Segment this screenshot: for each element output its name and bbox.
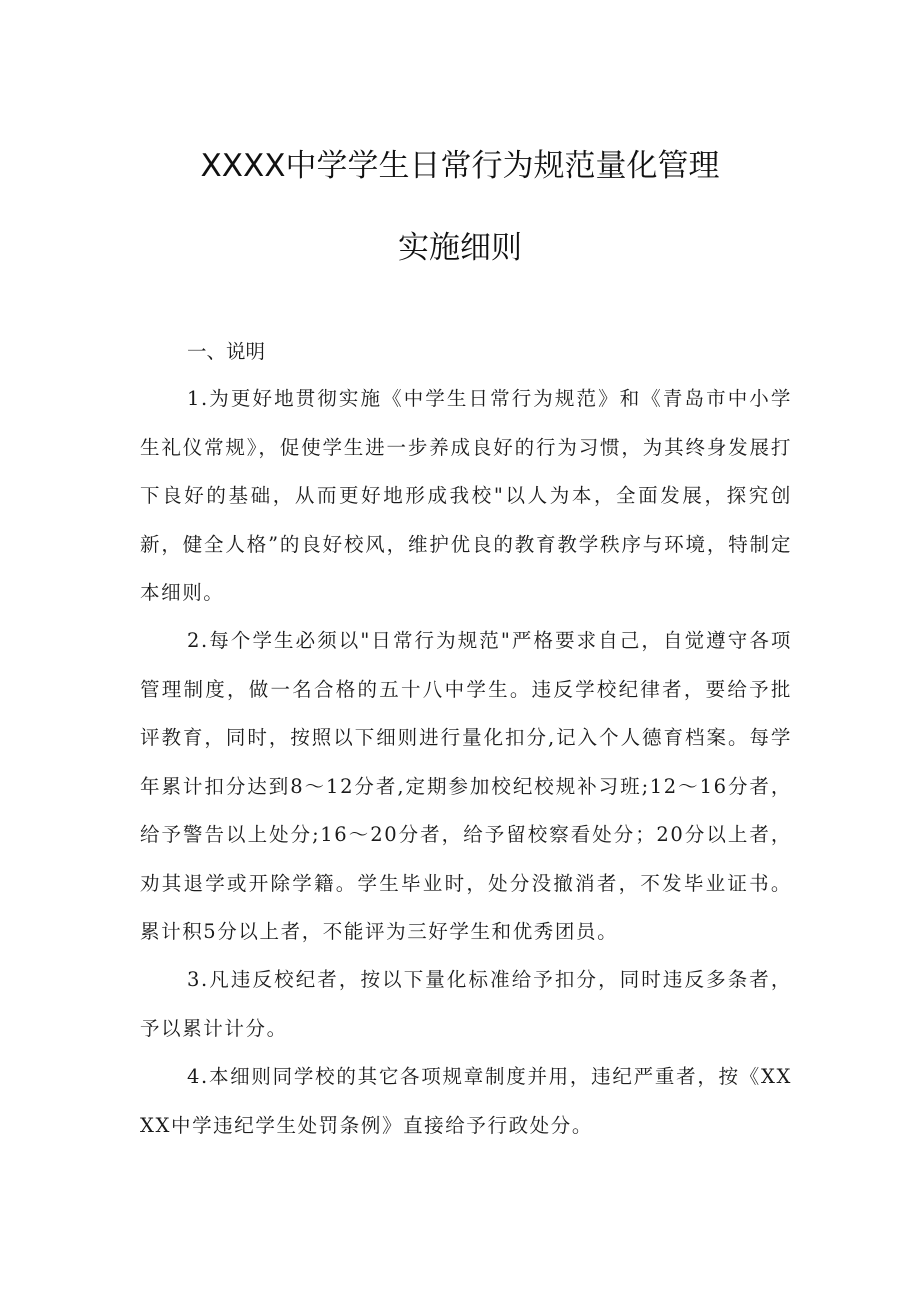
paragraph-1: 1.为更好地贯彻实施《中学生日常行为规范》和《青岛市中小学生礼仪常规》，促使学生进一步养成良好的行为习惯，为其终身发展打下良好的基础，从而更好地形成我校"以人为本，全面发展，探究创新，健全人格”的良好校风，维护优良的教育教学秩序与环境，特制定本细则。 [140,387,792,604]
paragraph-3: 3.凡违反校纪者，按以下量化标准给予扣分，同时违反多条者，予以累计计分。 [140,968,792,1040]
document-title-line-1: XXXX中学学生日常行为规范量化管理 [200,148,720,184]
paragraph-2: 2.每个学生必须以"日常行为规范"严格要求自己，自觉遵守各项管理制度，做一名合格的五十八中学生。违反学校纪律者，要给予批评教育，同时，按照以下细则进行量化扣分,记入个人德育档案。每学年累计扣分达到8～12分者,定期参加校纪校规补习班;12～16分者，给予警告以上处分;16～20分者，给予留校察看处分；20分以上者，劝其退学或开除学籍。学生毕业时，处分没撤消者，不发毕业证书。累计积5分以上者，不能评为三好学生和优秀团员。 [140,629,792,943]
document-title-line-2: 实施细则 [398,230,522,266]
section-heading-explanation: 一、说明 [187,340,266,363]
paragraph-4: 4.本细则同学校的其它各项规章制度并用，违纪严重者，按《XXXX中学违纪学生处罚条例》直接给予行政处分。 [140,1065,792,1137]
